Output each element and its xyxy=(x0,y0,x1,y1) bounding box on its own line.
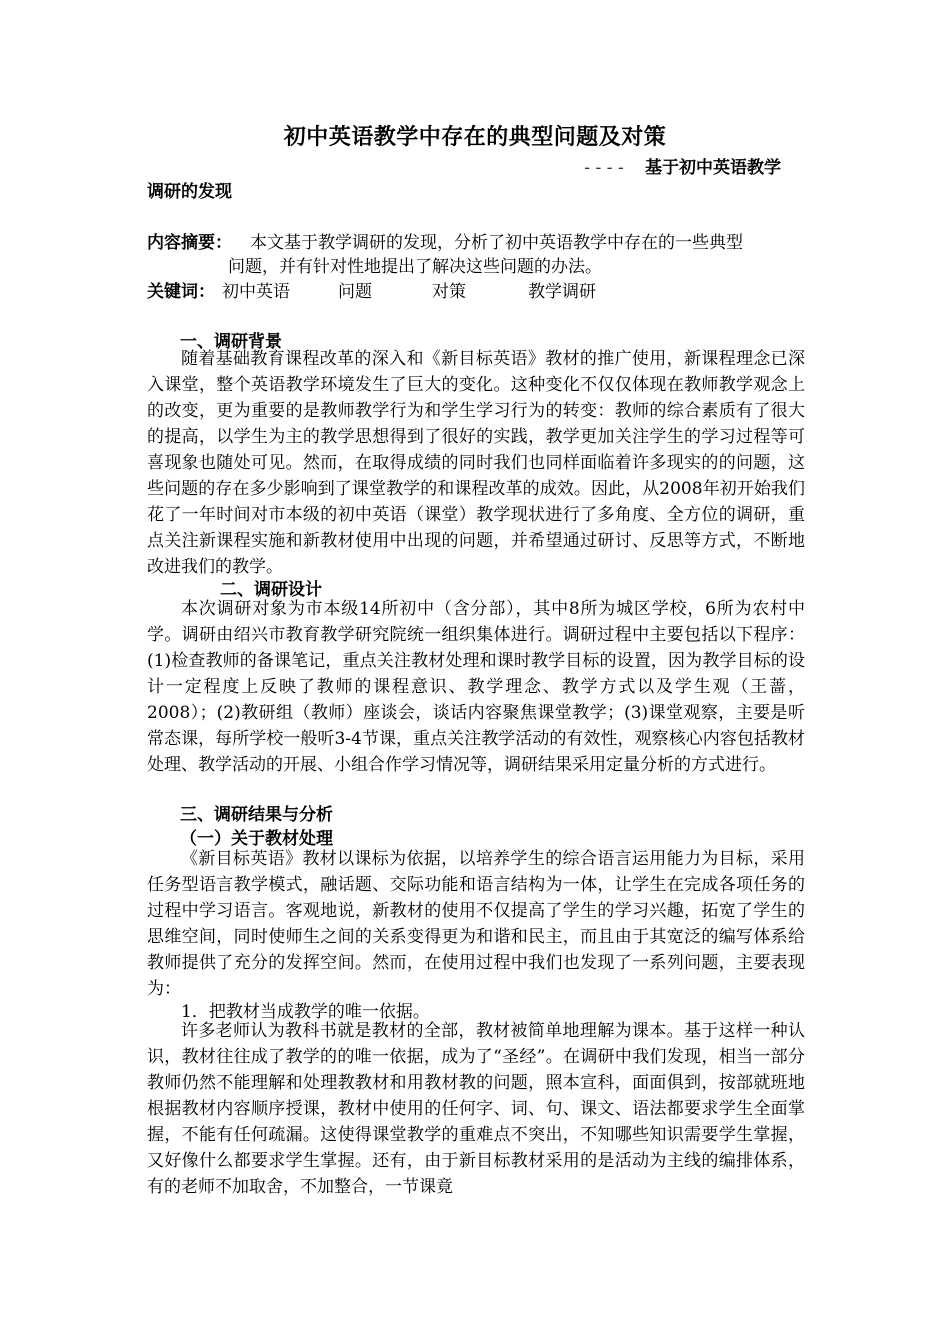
keyword: 教学调研 xyxy=(528,282,596,302)
subtitle-dash: ---- xyxy=(582,158,627,178)
section-3-paragraph-1: 《新目标英语》教材以课标为依据，以培养学生的综合语言运用能力为目标，采用任务型语言教学模式，融话题、交际功能和语言结构为一体，让学生在完成各项任务的过程中学习语言。客观地说，新教材的使用不仅提高了学生的学习兴趣，拓宽了学生的思维空间，同时使师生之间的关系变得更为和谐和民主，而且由于其宽泛的编写体系给教师提供了充分的发挥空间。然而，在使用过程中我们也发现了一系列问题，主要表现为： xyxy=(147,849,805,999)
subsection-heading-1: （一）关于教材处理 xyxy=(180,829,333,849)
keyword: 问题 xyxy=(338,282,372,302)
section-heading-2: 二、调研设计 xyxy=(220,580,322,600)
keywords-label: 关键词： xyxy=(147,282,215,302)
keyword: 初中英语 xyxy=(222,282,290,302)
subtitle-line-2: 调研的发现 xyxy=(147,182,232,202)
subtitle xyxy=(582,153,781,178)
section-1-paragraph: 随着基础教育课程改革的深入和《新目标英语》教材的推广使用，新课程理念已深入课堂，整个英语教学环境发生了巨大的变化。这种变化不仅仅体现在教师教学观念上的改变，更为重要的是教师教学行为和学生学习行为的转变：教师的综合素质有了很大的提高，以学生为主的教学思想得到了很好的实践，教学更加关注学生的学习过程等可喜现象也随处可见。然而，在取得成绩的同时我们也同样面临着许多现实的的问题，这些问题的存在多少影响到了课堂教学的和课程改革的成效。因此，从2008年初开始我们花了一年时间对市本级的初中英语（课堂）教学现状进行了多角度、全方位的调研，重点关注新课程实施和新教材使用中出现的问题，并希望通过研讨、反思等方式，不断地改进我们的教学。 xyxy=(147,349,805,577)
abstract-text-line-2: 问题，并有针对性地提出了解决这些问题的办法。 xyxy=(228,257,602,277)
subtitle-line-1: 基于初中英语教学 xyxy=(644,158,781,178)
section-heading-1: 一、调研背景 xyxy=(180,332,282,352)
section-heading-3: 三、调研结果与分析 xyxy=(180,805,333,825)
keyword: 对策 xyxy=(432,282,466,302)
section-3-paragraph-2: 许多老师认为教科书就是教材的全部，教材被简单地理解为课本。基于这样一种认识，教材往往成了教学的的唯一依据，成为了“圣经”。在调研中我们发现，相当一部分教师仍然不能理解和处理教教材和用教材教的问题，照本宣科，面面俱到，按部就班地根据教材内容顺序授课，教材中使用的任何字、词、句、课文、语法都要求学生全面掌握，不能有任何疏漏。这使得课堂教学的重难点不突出，不知哪些知识需要学生掌握，又好像什么都要求学生掌握。还有，由于新目标教材采用的是活动为主线的编排体系，有的老师不加取舍，不加整合，一节课竟 xyxy=(147,1021,805,1197)
list-item-1: 1．把教材当成教学的唯一依据。 xyxy=(181,1002,430,1022)
abstract-text-line-1: 本文基于教学调研的发现，分析了初中英语教学中存在的一些典型 xyxy=(250,233,743,253)
section-2-paragraph: 本次调研对象为市本级14所初中（含分部），其中8所为城区学校，6所为农村中学。调研由绍兴市教育教学研究院统一组织集体进行。调研过程中主要包括以下程序：(1)检查教师的备课笔记，重点关注教材处理和课时教学目标的设置，因为教学目标的设计一定程度上反映了教师的课程意识、教学理念、教学方式以及学生观（王蔷，2008）；(2)教研组（教师）座谈会，谈话内容聚焦课堂教学；(3)课堂观察，主要是听常态课，每所学校一般听3-4节课，重点关注教学活动的有效性，观察核心内容包括教材处理、教学活动的开展、小组合作学习情况等，调研结果采用定量分析的方式进行。 xyxy=(147,599,805,775)
abstract-label: 内容摘要： xyxy=(147,233,232,253)
document-title: 初中英语教学中存在的典型问题及对策 xyxy=(283,125,667,150)
